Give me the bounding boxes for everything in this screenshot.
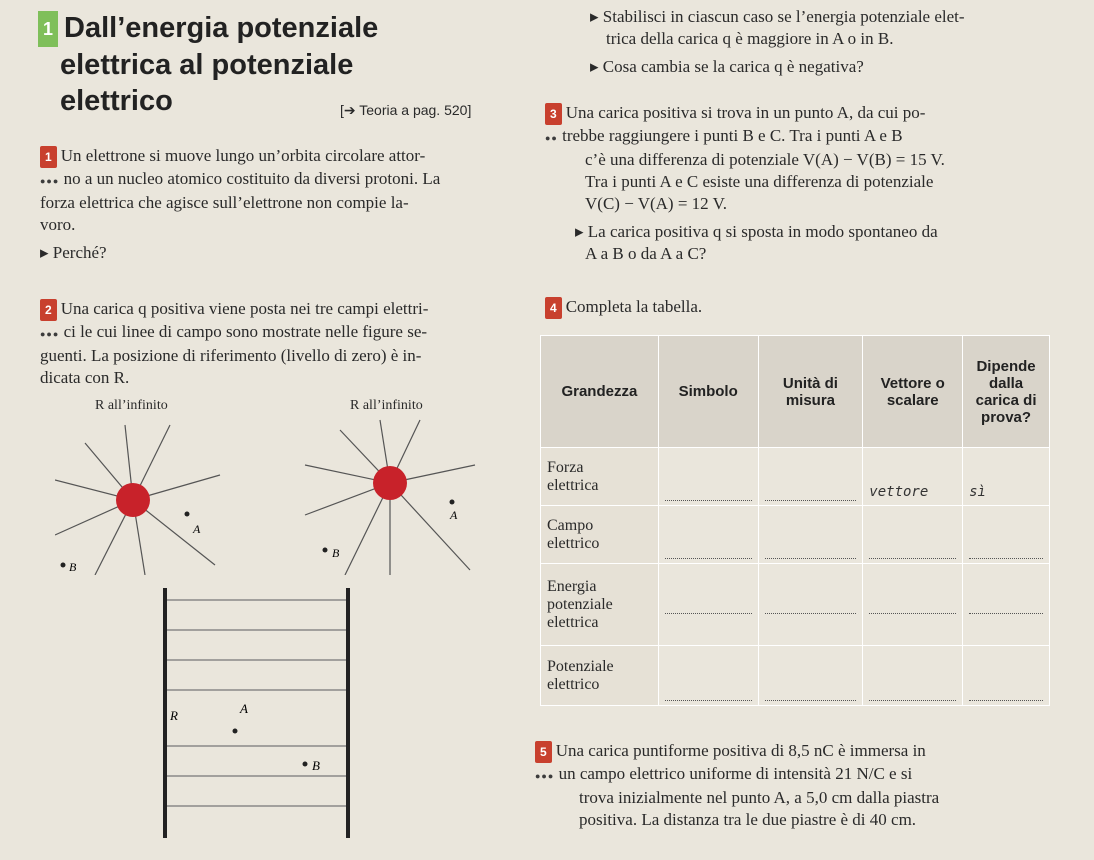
radial-field-figure-1 [55, 395, 235, 575]
exercise-number: 2 [40, 299, 57, 321]
answer-cell[interactable] [963, 564, 1050, 646]
text-line: Una carica q positiva viene posta nei tre campi elettri- [60, 299, 429, 318]
quantity-name: Energia [547, 577, 597, 595]
text-line: no a un nucleo atomico costituito da diversi protoni. La [63, 169, 441, 188]
radial-field-figure-2 [300, 395, 490, 575]
text-line: V(C) − V(A) = 12 V. [585, 194, 727, 213]
question-text: Cosa cambia se la carica q è negativa? [602, 57, 864, 76]
question-text: A a B o da A a C? [585, 244, 707, 263]
header-cell: Dipende dalla carica di prova? [963, 336, 1050, 448]
difficulty-dots: ●●● [535, 771, 555, 781]
answer-cell[interactable] [863, 506, 963, 564]
answer-cell[interactable] [963, 506, 1050, 564]
quantity-name: elettrica [547, 476, 599, 494]
point-a-label: A [240, 701, 248, 716]
answer-cell[interactable] [963, 646, 1050, 706]
difficulty-dots: ●● [545, 133, 558, 143]
answer-cell[interactable] [758, 448, 863, 506]
text-line: ci le cui linee di campo sono mostrate nelle figure se- [63, 322, 428, 341]
quantity-cell [541, 646, 659, 706]
text-line: guenti. La posizione di riferimento (livello di zero) è in- [40, 346, 422, 365]
header-cell: Simbolo [658, 336, 758, 448]
point-b-label: B [332, 546, 340, 560]
point-a-label: A [193, 522, 201, 536]
exercise-3: 3 Una carica positiva si trova in un punto A, da cui po- ●● trebbe raggiungere i punti B e C. Tra i punti A e B c’è una differenza di potenziale V(A) − V(B) = 15 V. Tra i punti A e C esiste una differenza di potenziale V(C) − V(A) = 12 V. ▸ La carica positiva q si sposta in modo spontaneo da A a B o da A a C? [545, 102, 1070, 265]
question-text: Stabilisci in ciascun caso se l’energia potenziale elet- [602, 7, 965, 26]
text-line: forza elettrica che agisce sull’elettrone non compie la- [40, 193, 409, 212]
parallel-plates-figure [150, 588, 360, 838]
exercise-4 [545, 296, 702, 319]
exercise-2 [40, 298, 540, 389]
quantity-cell [541, 506, 659, 564]
exercise-number: 3 [545, 103, 562, 125]
text-line: Una carica puntiforme positiva di 8,5 nC è immersa in [555, 741, 926, 760]
table-row [541, 506, 1050, 564]
table-row [541, 564, 1050, 646]
answer-cell[interactable] [758, 646, 863, 706]
quantity-name: elettrico [547, 675, 600, 693]
header-cell: Vettore o scalare [863, 336, 963, 448]
answer-cell[interactable] [863, 564, 963, 646]
heading-line1: Dall’energia potenziale [64, 12, 379, 44]
quantity-name: Potenziale [547, 657, 614, 675]
exercise-number: 5 [535, 741, 552, 763]
text-line: Una carica positiva si trova in un punto A, da cui po- [565, 103, 926, 122]
point-r-label: R [170, 708, 178, 723]
answer-cell[interactable] [963, 448, 1050, 506]
field-lines-diagram [55, 415, 235, 575]
properties-table [540, 335, 1050, 706]
figure-label: R all’infinito [95, 398, 168, 413]
text-line: dicata con R. [40, 368, 130, 387]
answer-cell[interactable] [658, 506, 758, 564]
answer-cell[interactable] [658, 564, 758, 646]
question-text: trica della carica q è maggiore in A o in B. [606, 29, 894, 48]
top-right-questions: ▸ Stabilisci in ciascun caso se l’energia potenziale elet- trica della carica q è maggiore in A o in B. ▸ Cosa cambia se la carica q è negativa? [590, 6, 1070, 78]
exercise-5 [535, 740, 1080, 831]
question-text: Perché? [52, 243, 107, 262]
answer-cell[interactable] [658, 448, 758, 506]
exercise-1: 1 Un elettrone si muove lungo un’orbita circolare attor- ●●● no a un nucleo atomico costituito da diversi protoni. La forza elettrica che agisce sull’elettrone non compie la- voro. ▸ Perché? [40, 145, 530, 264]
quantity-name: elettrica [547, 613, 599, 631]
question-text: La carica positiva q si sposta in modo spontaneo da [587, 222, 938, 241]
text-line: Tra i punti A e C esiste una differenza di potenziale [585, 172, 934, 191]
header-cell: Unità di misura [758, 336, 863, 448]
text-line: un campo elettrico uniforme di intensità 21 N/C e si [558, 764, 913, 783]
theory-reference: [➔ Teoria a pag. 520] [340, 102, 472, 118]
answer-cell[interactable] [758, 506, 863, 564]
table-row [541, 646, 1050, 706]
point-a-label: A [450, 508, 458, 522]
handwritten-answer: vettore [869, 484, 929, 500]
difficulty-dots: ●●● [40, 329, 60, 339]
text-line: c’è una differenza di potenziale V(A) − V(B) = 15 V. [585, 150, 945, 169]
exercise-number: 4 [545, 297, 562, 319]
heading-line2: elettrica al potenziale [60, 49, 354, 82]
difficulty-dots: ●●● [40, 176, 60, 186]
header-cell: Grandezza [541, 336, 659, 448]
quantity-name: elettrico [547, 534, 600, 552]
quantity-name: Campo [547, 516, 594, 534]
point-b-label: B [69, 560, 77, 574]
quantity-name: Forza [547, 458, 584, 476]
table-row [541, 448, 1050, 506]
figure-label: R all’infinito [350, 398, 423, 413]
handwritten-answer: sì [969, 484, 986, 500]
quantity-cell [541, 564, 659, 646]
text-line: positiva. La distanza tra le due piastre è di 40 cm. [579, 810, 917, 829]
answer-cell[interactable] [863, 448, 963, 506]
text-line: Un elettrone si muove lungo un’orbita circolare attor- [60, 146, 426, 165]
instruction-text: Completa la tabella. [565, 297, 703, 316]
text-line: trova inizialmente nel punto A, a 5,0 cm dalla piastra [579, 788, 940, 807]
quantity-name: potenziale [547, 595, 613, 613]
section-number: 1 [38, 11, 58, 47]
uniform-field-diagram [150, 588, 360, 838]
answer-cell[interactable] [658, 646, 758, 706]
exercise-number: 1 [40, 146, 57, 168]
heading-line3: elettrico [60, 85, 173, 118]
quantity-cell [541, 448, 659, 506]
field-lines-diagram [300, 415, 490, 575]
text-line: trebbe raggiungere i punti B e C. Tra i punti A e B [562, 126, 903, 145]
point-b-label: B [312, 758, 320, 773]
answer-cell[interactable] [863, 646, 963, 706]
answer-cell[interactable] [758, 564, 863, 646]
text-line: voro. [40, 215, 76, 234]
